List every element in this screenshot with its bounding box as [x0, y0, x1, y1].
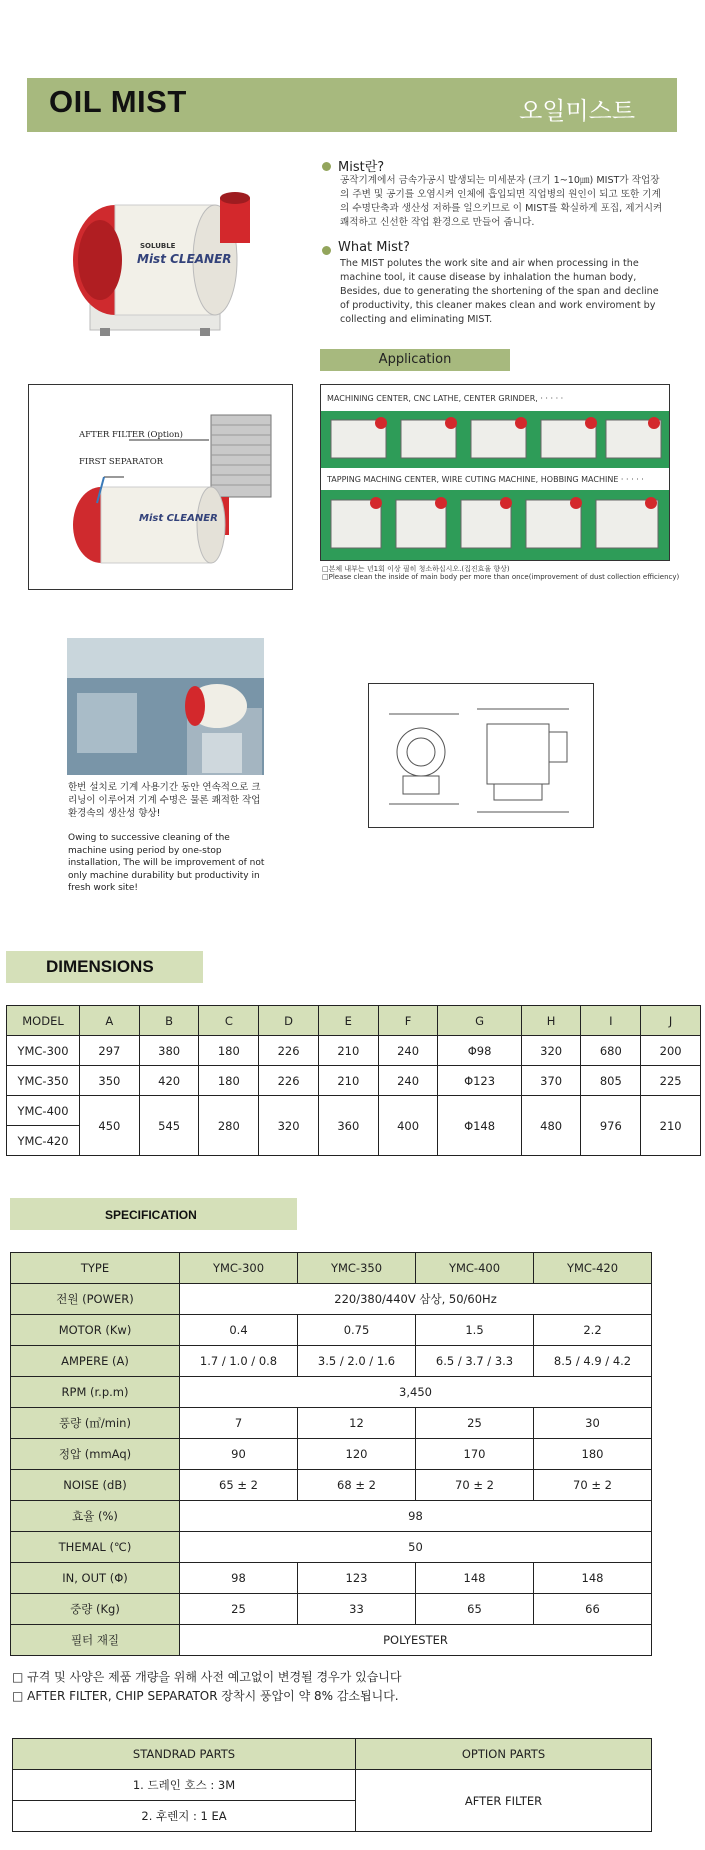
- table-row: [13, 1770, 652, 1801]
- table-cell: 450: [80, 1096, 140, 1156]
- table-cell: 480: [521, 1096, 581, 1156]
- table-cell: 680: [581, 1036, 641, 1066]
- row-label: 풍량 (㎥/min): [11, 1408, 180, 1439]
- col-header: I: [581, 1006, 641, 1036]
- brand-logo: Mist CLEANER: [137, 252, 232, 266]
- table-row: [11, 1377, 652, 1408]
- table-cell: 25: [180, 1594, 298, 1625]
- table-cell: 148: [534, 1563, 652, 1594]
- col-header: YMC-420: [534, 1253, 652, 1284]
- table-cell: 370: [521, 1066, 581, 1096]
- first-separator-label: FIRST SEPARATOR: [79, 457, 164, 467]
- table-cell: 320: [521, 1036, 581, 1066]
- table-cell: 123: [298, 1563, 416, 1594]
- table-row: [11, 1563, 652, 1594]
- table-cell: POLYESTER: [180, 1625, 652, 1656]
- parts-diagram: [28, 384, 293, 590]
- table-cell: 1.7 / 1.0 / 0.8: [180, 1346, 298, 1377]
- brand-small: SOLUBLE: [140, 242, 176, 250]
- table-cell: 33: [298, 1594, 416, 1625]
- table-cell: 976: [581, 1096, 641, 1156]
- table-cell: 12: [298, 1408, 416, 1439]
- table-cell: 180: [199, 1036, 259, 1066]
- intro-paragraph-ko: 공작기계에서 금속가공시 발생되는 미세분자 (크기 1~10㎛) MIST가 작업장의 주변 및 공기를 오염시켜 인체에 흡입되면 직업병의 원인이 되고 또한 기계의 수명단축과 생산성 저하를 일으키므로 이 MIST를 확실하게 포집, 제거시켜 쾌적하고 신선한 작업 환경으로 만들어 줍니다.: [340, 175, 663, 228]
- table-cell: 240: [378, 1036, 438, 1066]
- table-row: [11, 1346, 652, 1377]
- table-cell: 170: [416, 1439, 534, 1470]
- table-cell: 350: [80, 1066, 140, 1096]
- table-cell: 120: [298, 1439, 416, 1470]
- dimensions-section-label: [6, 951, 203, 983]
- table-cell: 200: [641, 1036, 701, 1066]
- page-header: [27, 78, 677, 132]
- table-cell: 66: [534, 1594, 652, 1625]
- row-label: NOISE (dB): [11, 1470, 180, 1501]
- col-header: E: [318, 1006, 378, 1036]
- parts-table: [12, 1738, 652, 1832]
- row-label: 전원 (POWER): [11, 1284, 180, 1315]
- row-label: 정압 (mmAq): [11, 1439, 180, 1470]
- table-cell: 25: [416, 1408, 534, 1439]
- option-parts-header: OPTION PARTS: [356, 1739, 652, 1770]
- page-title: OIL MIST: [49, 84, 187, 119]
- table-cell: 210: [318, 1036, 378, 1066]
- table-row: [11, 1532, 652, 1563]
- table-cell: 297: [80, 1036, 140, 1066]
- table-cell: 3,450: [180, 1377, 652, 1408]
- table-cell: 65: [416, 1594, 534, 1625]
- col-header: YMC-350: [298, 1253, 416, 1284]
- table-cell: 90: [180, 1439, 298, 1470]
- table-cell: Φ123: [438, 1066, 521, 1096]
- table-cell: 400: [378, 1096, 438, 1156]
- application-label-box: [320, 349, 510, 371]
- table-cell: 68 ± 2: [298, 1470, 416, 1501]
- table-header-row: [11, 1253, 652, 1284]
- specification-section-label: [10, 1198, 297, 1230]
- model-cell: YMC-300: [7, 1036, 80, 1066]
- table-cell: 70 ± 2: [534, 1470, 652, 1501]
- table-row: [11, 1470, 652, 1501]
- col-header: J: [641, 1006, 701, 1036]
- table-row: [11, 1501, 652, 1532]
- row-label: RPM (r.p.m): [11, 1377, 180, 1408]
- spec-note-1: □ 규격 및 사양은 제품 개량을 위해 사전 예고없이 변경될 경우가 있습니다: [12, 1670, 402, 1684]
- table-cell: 98: [180, 1563, 298, 1594]
- table-cell: 3.5 / 2.0 / 1.6: [298, 1346, 416, 1377]
- row-label: THEMAL (℃): [11, 1532, 180, 1563]
- application-note-en: □Please clean the inside of main body per more than once(improvement of dust collection efficiency): [322, 573, 680, 581]
- dimensions-title: DIMENSIONS: [46, 957, 154, 976]
- table-cell: 65 ± 2: [180, 1470, 298, 1501]
- table-cell: 2.2: [534, 1315, 652, 1346]
- dimension-drawing: [368, 683, 594, 828]
- installation-text-ko: 한번 설치로 기계 사용기간 동안 연속적으로 크리닝이 이루어져 기계 수명은 물론 쾌적한 작업 환경속의 생산성 향상!: [68, 782, 261, 819]
- table-cell: 240: [378, 1066, 438, 1096]
- table-header-row: [7, 1006, 701, 1036]
- col-header: F: [378, 1006, 438, 1036]
- row-label: MOTOR (Kw): [11, 1315, 180, 1346]
- model-cell: YMC-420: [7, 1126, 80, 1156]
- table-row: [11, 1625, 652, 1656]
- table-row: [11, 1284, 652, 1315]
- standard-part: 2. 후렌지 : 1 EA: [13, 1801, 356, 1832]
- table-cell: 0.75: [298, 1315, 416, 1346]
- col-header: C: [199, 1006, 259, 1036]
- intro-paragraph-en: The MIST polutes the work site and air when processing in the machine tool, it cause disease by inhalation the human body, Besides, due to generating the shortening of the span and decline of productivity, this cleaner makes clean and work enviroment by collecting and eliminating MIST.: [340, 258, 659, 325]
- col-header: YMC-300: [180, 1253, 298, 1284]
- table-cell: 225: [641, 1066, 701, 1096]
- table-cell: 8.5 / 4.9 / 4.2: [534, 1346, 652, 1377]
- table-cell: 226: [259, 1066, 319, 1096]
- table-cell: 545: [139, 1096, 199, 1156]
- application-note-ko: □본체 내부는 년1회 이상 필히 청소하십시오.(집진효율 향상): [322, 565, 510, 573]
- table-cell: 180: [534, 1439, 652, 1470]
- table-cell: 220/380/440V 삼상, 50/60Hz: [180, 1284, 652, 1315]
- table-cell: 180: [199, 1066, 259, 1096]
- table-cell: 380: [139, 1036, 199, 1066]
- table-cell: 210: [641, 1096, 701, 1156]
- question-mist-en: What Mist?: [338, 240, 410, 255]
- after-filter-label: AFTER FILTER (Option): [79, 430, 183, 440]
- specification-title: SPECIFICATION: [105, 1208, 197, 1222]
- table-header-row: [13, 1739, 652, 1770]
- model-cell: YMC-350: [7, 1066, 80, 1096]
- table-cell: 210: [318, 1066, 378, 1096]
- table-cell: 320: [259, 1096, 319, 1156]
- model-cell: YMC-400: [7, 1096, 80, 1126]
- spec-note-2: □ AFTER FILTER, CHIP SEPARATOR 장착시 풍압이 약 8% 감소됩니다.: [12, 1689, 399, 1703]
- table-cell: Φ98: [438, 1036, 521, 1066]
- col-header: YMC-400: [416, 1253, 534, 1284]
- installation-photo: [67, 638, 264, 775]
- type-label: TYPE: [11, 1253, 180, 1284]
- table-cell: 70 ± 2: [416, 1470, 534, 1501]
- table-cell: 226: [259, 1036, 319, 1066]
- table-cell: 30: [534, 1408, 652, 1439]
- bullet-icon: [322, 246, 331, 255]
- application-image: [320, 384, 670, 561]
- option-part: AFTER FILTER: [356, 1770, 652, 1832]
- table-cell: 1.5: [416, 1315, 534, 1346]
- bullet-icon: [322, 162, 331, 171]
- row-label: 필터 재질: [11, 1625, 180, 1656]
- table-cell: 98: [180, 1501, 652, 1532]
- col-header: MODEL: [7, 1006, 80, 1036]
- row-label: AMPERE (A): [11, 1346, 180, 1377]
- dimensions-table: [6, 1005, 701, 1156]
- product-image: [45, 180, 255, 340]
- col-header: G: [438, 1006, 521, 1036]
- row-label: IN, OUT (Φ): [11, 1563, 180, 1594]
- table-cell: 0.4: [180, 1315, 298, 1346]
- question-mist-ko: Mist란?: [338, 160, 385, 175]
- table-cell: 6.5 / 3.7 / 3.3: [416, 1346, 534, 1377]
- installation-text-en: Owing to successive cleaning of the machine using period by one-stop installation, The will be improvement of not only machine durability but productivity in fresh work site!: [68, 833, 265, 893]
- col-header: A: [80, 1006, 140, 1036]
- col-header: H: [521, 1006, 581, 1036]
- table-cell: 360: [318, 1096, 378, 1156]
- row-label: 중량 (Kg): [11, 1594, 180, 1625]
- table-cell: 50: [180, 1532, 652, 1563]
- page-title-korean: 오일미스트: [519, 97, 635, 125]
- col-header: B: [139, 1006, 199, 1036]
- row-label: 효율 (%): [11, 1501, 180, 1532]
- table-row: [11, 1315, 652, 1346]
- table-row: [7, 1036, 701, 1066]
- table-row: [7, 1066, 701, 1096]
- brand-logo: Mist CLEANER: [139, 513, 218, 524]
- table-cell: 148: [416, 1563, 534, 1594]
- table-cell: 7: [180, 1408, 298, 1439]
- table-row: [11, 1408, 652, 1439]
- table-cell: 280: [199, 1096, 259, 1156]
- specification-table: [10, 1252, 652, 1656]
- application-row1-label: MACHINING CENTER, CNC LATHE, CENTER GRINDER, · · · · ·: [327, 394, 564, 403]
- table-row: [11, 1439, 652, 1470]
- table-row: [7, 1096, 701, 1126]
- standard-part: 1. 드레인 호스 : 3M: [13, 1770, 356, 1801]
- col-header: D: [259, 1006, 319, 1036]
- application-row2-label: TAPPING MACHING CENTER, WIRE CUTING MACHINE, HOBBING MACHINE · · · · ·: [327, 475, 644, 484]
- table-cell: Φ148: [438, 1096, 521, 1156]
- table-row: [11, 1594, 652, 1625]
- standard-parts-header: STANDRAD PARTS: [13, 1739, 356, 1770]
- application-label: Application: [378, 352, 452, 367]
- table-cell: 420: [139, 1066, 199, 1096]
- table-cell: 805: [581, 1066, 641, 1096]
